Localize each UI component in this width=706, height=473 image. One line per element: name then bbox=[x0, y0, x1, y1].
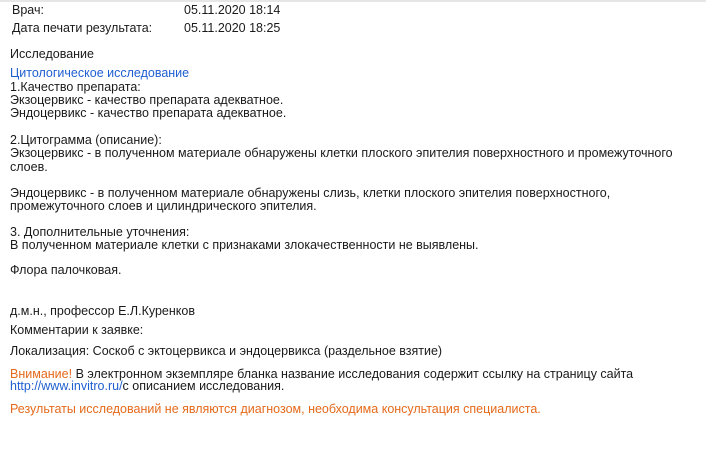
cytogram-endo-line1: Эндоцервикс - в полученном материале обнаружены слизь, клетки плоского эпителия поверхностного, bbox=[10, 186, 611, 200]
doctor-label: Врач: bbox=[12, 3, 44, 17]
signature: д.м.н., профессор Е.Л.Куренков bbox=[10, 304, 195, 318]
quality-endo: Эндоцервикс - качество препарата адекватное. bbox=[10, 106, 287, 120]
print-date-label: Дата печати результата: bbox=[12, 21, 153, 35]
cytogram-exo-line1: Экзоцервикс - в полученном материале обнаружены клетки плоского эпителия поверхностного и промежуточного bbox=[10, 146, 673, 160]
flora-text: Флора палочковая. bbox=[10, 263, 122, 277]
notice-line2 bbox=[10, 379, 284, 393]
quality-exo: Экзоцервикс - качество препарата адекватное. bbox=[10, 93, 284, 107]
cytogram-title: 2.Цитограмма (описание): bbox=[10, 133, 162, 147]
warning-word: Внимание! bbox=[10, 367, 73, 381]
cytogram-endo-line2: промежуточного слоев и цилиндрического эпителия. bbox=[10, 199, 317, 213]
additional-title: 3. Дополнительные уточнения: bbox=[10, 225, 190, 239]
invitro-link[interactable]: http://www.invitro.ru/ bbox=[10, 379, 123, 393]
print-date-value: 05.11.2020 18:25 bbox=[184, 21, 281, 35]
section-label: Исследование bbox=[10, 47, 94, 61]
test-name: Цитологическое исследование bbox=[10, 66, 190, 80]
notice-text: В электронном экземпляре бланка название исследования содержит ссылку на страницу сайта bbox=[72, 367, 634, 381]
quality-title: 1.Качество препарата: bbox=[10, 80, 141, 94]
comments-label: Комментарии к заявке: bbox=[10, 323, 144, 337]
disclaimer: Результаты исследований не являются диагнозом, необходима консультация специалиста. bbox=[10, 402, 541, 416]
cytogram-exo-line2: слоев. bbox=[10, 160, 48, 174]
notice-text-tail: с описанием исследования. bbox=[122, 379, 285, 393]
additional-line: В полученном материале клетки с признаками злокачественности не выявлены. bbox=[10, 238, 479, 252]
doctor-value: 05.11.2020 18:14 bbox=[184, 3, 281, 17]
top-divider bbox=[0, 0, 706, 2]
localization-text: Локализация: Соскоб с эктоцервикса и эндоцервикса (раздельное взятие) bbox=[10, 344, 443, 358]
